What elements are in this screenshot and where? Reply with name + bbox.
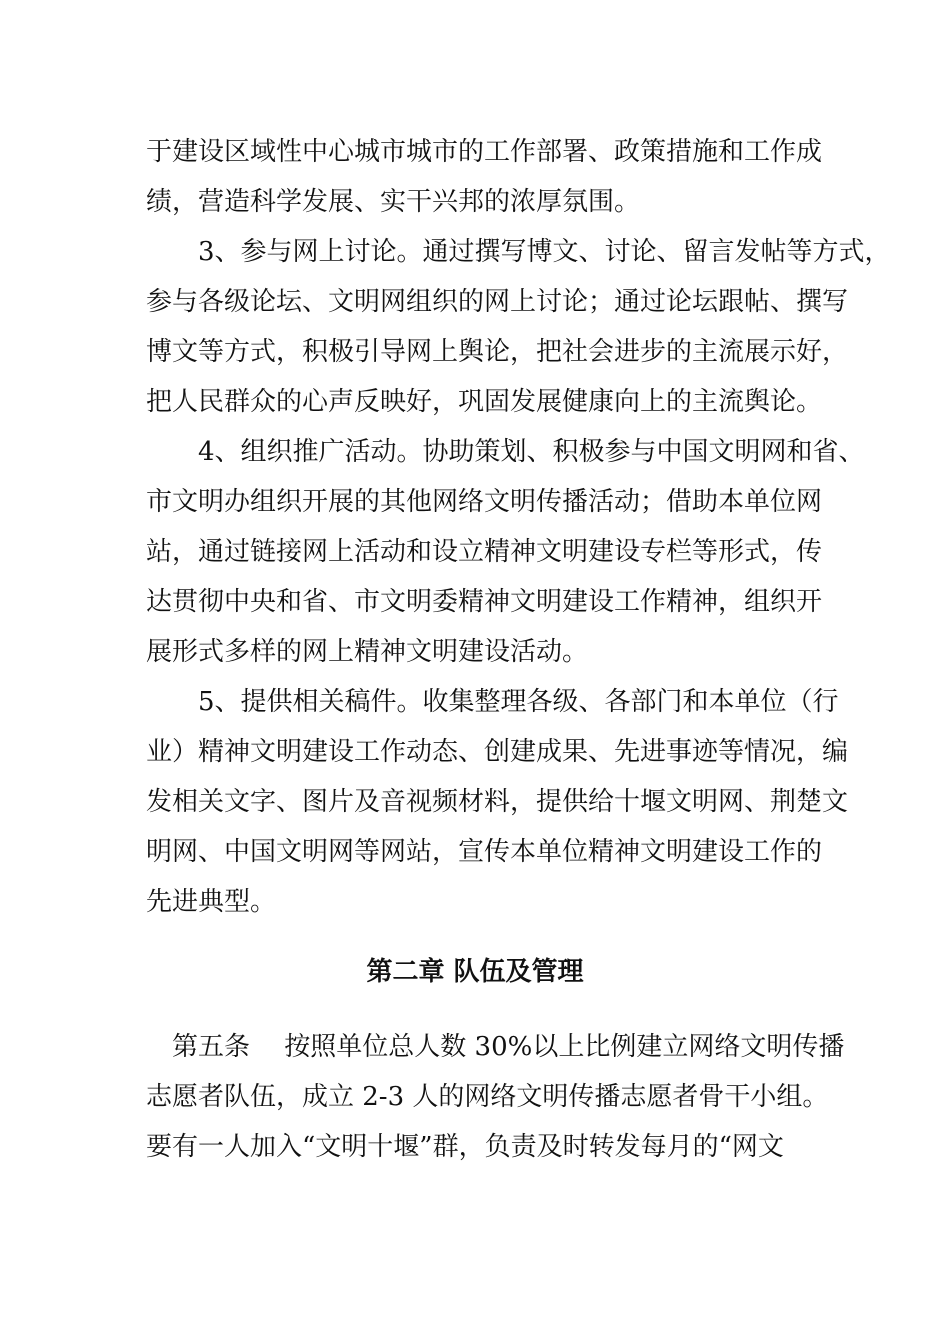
body-line: 绩，营造科学发展、实干兴邦的浓厚氛围。 (146, 187, 641, 217)
body-line: 市文明办组织开展的其他网络文明传播活动；借助本单位网 (146, 487, 823, 517)
chapter-heading: 第二章 队伍及管理 (366, 957, 584, 987)
body-line: 5、提供相关稿件。收集整理各级、各部门和本单位（行 (146, 687, 839, 717)
body-line: 业）精神文明建设工作动态、创建成果、先进事迹等情况，编 (146, 737, 849, 767)
body-line: 把人民群众的心声反映好，巩固发展健康向上的主流舆论。 (146, 387, 823, 417)
body-line: 3、参与网上讨论。通过撰写博文、讨论、留言发帖等方式， (146, 237, 891, 267)
body-line: 站，通过链接网上活动和设立精神文明建设专栏等形式，传 (146, 537, 823, 567)
body-line: 于建设区域性中心城市城市的工作部署、政策措施和工作成 (146, 137, 823, 167)
body-line: 发相关文字、图片及音视频材料，提供给十堰文明网、荆楚文 (146, 787, 849, 817)
body-line: 展形式多样的网上精神文明建设活动。 (146, 637, 589, 667)
body-line: 第五条 按照单位总人数 30%以上比例建立网络文明传播 (146, 1032, 845, 1062)
body-line: 先进典型。 (146, 887, 277, 917)
body-line: 明网、中国文明网等网站，宣传本单位精神文明建设工作的 (146, 837, 823, 867)
body-line: 要有一人加入“文明十堰”群，负责及时转发每月的“网文 (146, 1132, 784, 1162)
body-line: 志愿者队伍，成立 2-3 人的网络文明传播志愿者骨干小组。 (146, 1082, 829, 1112)
body-line: 4、组织推广活动。协助策划、积极参与中国文明网和省、 (146, 437, 865, 467)
body-line: 达贯彻中央和省、市文明委精神文明建设工作精神，组织开 (146, 587, 823, 617)
body-line: 博文等方式，积极引导网上舆论，把社会进步的主流展示好， (146, 337, 849, 367)
body-line: 参与各级论坛、文明网组织的网上讨论；通过论坛跟帖、撰写 (146, 287, 849, 317)
